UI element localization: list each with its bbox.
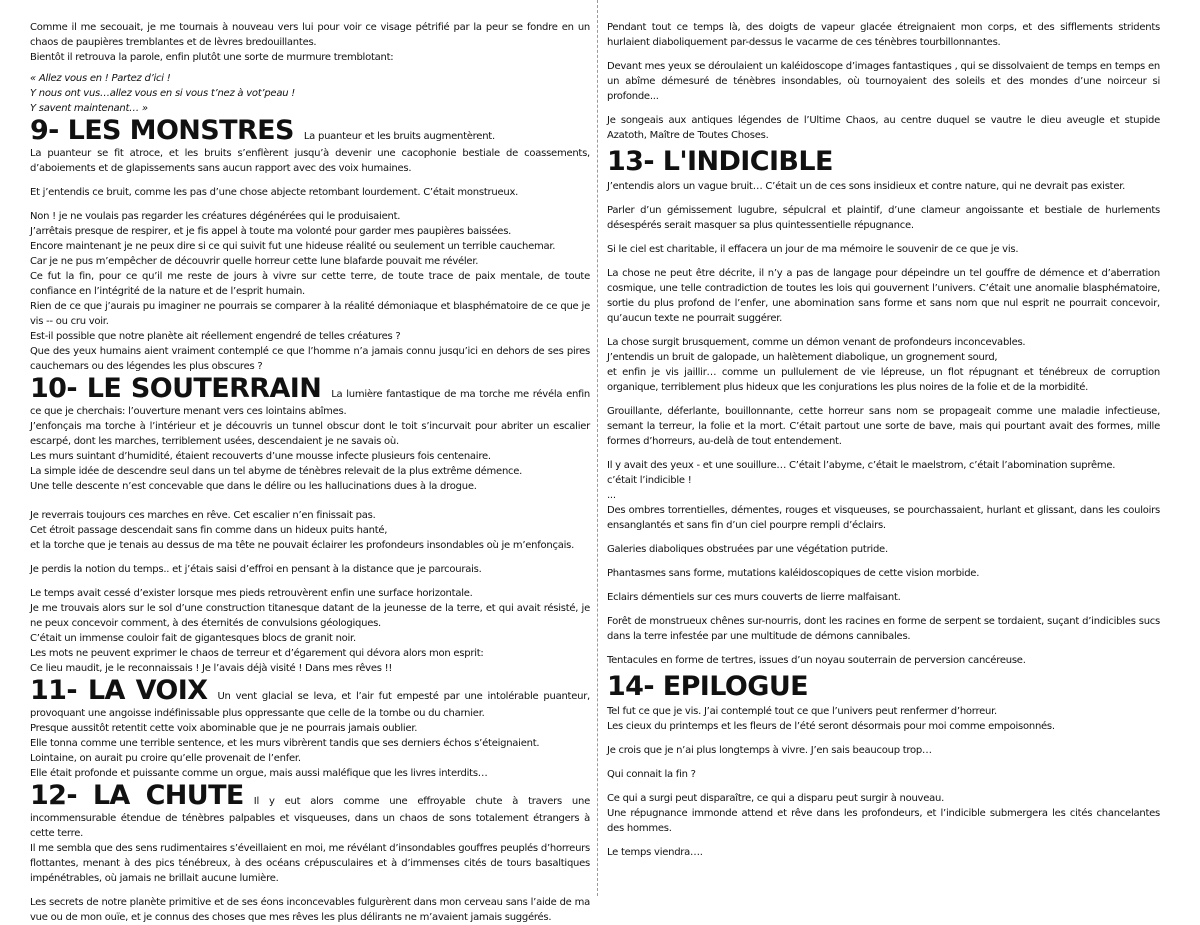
paragraph: Rien de ce que j’aurais pu imaginer ne pourrais se comparer à la réalité démoniaque et blasphématoire de ce que je vis -- ou cru voir. [30,301,590,327]
paragraph: Les mots ne peuvent exprimer le chaos de terreur et d’égarement qui dévora alors mon esprit: [30,648,484,659]
paragraph: Ce lieu maudit, je le reconnaissais ! Je l’avais déjà visité ! Dans mes rêves !! [30,663,393,674]
section-9-lead-text: La puanteur et les bruits augmentèrent. [303,131,495,142]
quote-line: Y savent maintenant… » [30,103,148,114]
paragraph: Bientôt il retrouva la parole, enfin plutôt une sorte de murmure tremblotant: [30,52,394,63]
paragraph: La simple idée de descendre seul dans un tel abyme de ténèbres relevait de la plus extrême démence. [30,466,523,477]
paragraph: Tel fut ce que je vis. J’ai contemplé tout ce que l’univers peut renfermer d’horreur. [607,706,997,717]
paragraph: La chose surgit brusquement, comme un démon venant de profondeurs inconcevables. [607,337,1026,348]
paragraph: Grouillante, déferlante, bouillonnante, cette horreur sans nom se propageait comme une maladie infectieuse, semant la terreur, la folie et la mort. C’était partout une sorte de bave, mais qui pourtant avait des formes, mille formes d’horreurs, au-delà de tout entendement. [607,406,1160,447]
paragraph: Ce qui a surgi peut disparaître, ce qui a disparu peut surgir à nouveau. [607,793,945,804]
paragraph: J’arrêtais presque de respirer, et je fis appel à toute ma volonté pour garder mes paupières baissées. [30,226,512,237]
paragraph: et la torche que je tenais au dessus de ma tête ne pouvait éclairer les profondeurs insondables où je m’enfonçais. [30,540,575,551]
section-11-lead-text: Un vent glacial se leva, et l’air fut empesté par une intolérable puanteur, provoquant une angoisse indéfinissable plus oppressante que celle de la tombe ou du charnier. [30,691,590,719]
section-title-14: 14- EPILOGUE [607,671,808,702]
paragraph: Je perdis la notion du temps.. et j’étais saisi d’effroi en pensant à la distance que je parcourais. [30,564,482,575]
section-12-lead-text: Il y eut alors comme une effroyable chute à travers une incommensurable étendue de ténèbres palpables et visqueuses, dans un chaos de sons totalement étrangers à cette terre. [30,796,590,839]
paragraph: Il y avait des yeux - et une souillure… C’était l’abyme, c’était le maelstrom, c’était l’abomination suprême. [607,460,1116,471]
section-title-9: 9- LES MONSTRES [30,115,294,146]
paragraph: J’entendis alors un vague bruit… C’était un de ces sons insidieux et contre nature, qui ne devrait pas exister. [607,181,1126,192]
paragraph: J’enfonçais ma torche à l’intérieur et je découvris un tunnel obscur dont le toit s’incurvait pour abriter un escalier escarpé, dont les marches, terriblement usées, descendaient je ne savais où. [30,421,590,447]
paragraph: Tentacules en forme de tertres, issues d’un noyau souterrain de perversion cancéreuse. [607,655,1026,666]
paragraph: Pendant tout ce temps là, des doigts de vapeur glacée étreignaient mon corps, et des sifflements stridents hurlaient diaboliquement par-dessus le vacarme de ces ténèbres tourbillonnantes. [607,22,1160,48]
paragraph: J’entendis un bruit de galopade, un halètement diabolique, un grognement sourd, [607,352,998,363]
paragraph: Une répugnance immonde attend et rêve dans les profondeurs, et l’indicible submergera les cités chancelantes des hommes. [607,808,1160,834]
section-9-lead [30,116,590,146]
paragraph: Non ! je ne voulais pas regarder les créatures dégénérées qui le produisaient. [30,211,401,222]
paragraph: Des ombres torrentielles, démentes, rouges et visqueuses, se pourchassaient, hurlant et glissant, dans les couloirs ensanglantés et sans fin d’un ciel pourpre rempli d’éclairs. [607,505,1160,531]
paragraph: Ce fut la fin, pour ce qu’il me reste de jours à vivre sur cette terre, de toute trace de paix mentale, de toute confiance en l’intégrité de la nature et de l’esprit humain. [30,271,590,297]
paragraph: Phantasmes sans forme, mutations kaléidoscopiques de cette vision morbide. [607,568,980,579]
paragraph: Je songeais aux antiques légendes de l’Ultime Chaos, au centre duquel se vautre le dieu aveugle et stupide Azatoth, Maître de Toutes Choses. [607,115,1160,141]
paragraph: Le temps avait cessé d’exister lorsque mes pieds retrouvèrent enfin une surface horizontale. [30,588,473,599]
quote-line: « Allez vous en ! Partez d’ici ! [30,73,171,84]
paragraph: Car je ne pus m’empêcher de découvrir quelle horreur cette lune blafarde pouvait me révéler. [30,256,479,267]
paragraph: Une telle descente n’est concevable que dans le délire ou les hallucinations dues à la drogue. [30,481,477,492]
left-column [30,20,590,925]
paragraph: Si le ciel est charitable, il effacera un jour de ma mémoire le souvenir de ce que je vis. [607,244,1019,255]
paragraph: La chose ne peut être décrite, il n’y a pas de langage pour dépeindre un tel gouffre de démence et d’aberration cosmique, une telle contradiction de toutes les lois qui gouvernent l’univers. C’était une anomalie blasphématoire, sortie du plus profond de l’enfer, une abomination sans forme et sans nom que nul esprit ne pourrait concevoir, qu’aucun texte ne pourrait suggérer. [607,268,1160,324]
paragraph: Je me trouvais alors sur le sol d’une construction titanesque datant de la jeunesse de la terre, et qui avait résisté, je ne peux concevoir comment, à des éternités de convulsions géologiques. [30,603,590,629]
paragraph: C’était un immense couloir fait de gigantesques blocs de granit noir. [30,633,356,644]
paragraph: Les murs suintant d’humidité, étaient recouverts d’une mousse infecte plusieurs fois centenaire. [30,451,491,462]
paragraph: Devant mes yeux se déroulaient un kaléidoscope d’images fantastiques , qui se dissolvaient de temps en temps en un abîme démesuré de ténèbres insondables, où tournoyaient des soleils et des mondes d’une noirceur si profonde... [607,61,1160,102]
paragraph: Les secrets de notre planète primitive et de ses éons inconcevables fulgurèrent dans mon cerveau sans l’aide de ma vue ou de mon ouïe, et je connus des choses que mes rêves les plus délirants ne m’avaient jamais suggérés. [30,897,590,923]
paragraph: Je reverrais toujours ces marches en rêve. Cet escalier n’en finissait pas. [30,510,376,521]
paragraph: Forêt de monstrueux chênes sur-nourris, dont les racines en forme de serpent se tordaient, suçant d’indicibles sucs dans la terre infestée par une multitude de démons cannibales. [607,616,1160,642]
paragraph: Eclairs démentiels sur ces murs couverts de lierre malfaisant. [607,592,901,603]
paragraph: Et j’entendis ce bruit, comme les pas d’une chose abjecte retombant lourdement. C’était monstrueux. [30,187,519,198]
section-title-11: 11- LA VOIX [30,675,208,706]
paragraph: Encore maintenant je ne peux dire si ce qui suivit fut une hideuse réalité ou seulement un terrible cauchemar. [30,241,556,252]
column-divider [597,0,598,896]
paragraph: Qui connait la fin ? [607,769,696,780]
paragraph: et enfin je vis jaillir… comme un pullulement de vie lépreuse, un flot répugnant et ténébreux de corruption organique, terriblement plus hideux que les conjurations les plus noires de la folie et de la morbidité. [607,367,1160,393]
paragraph: Les cieux du printemps et les fleurs de l’été seront désormais pour moi comme empoisonnés. [607,721,1055,732]
paragraph: Comme il me secouait, je me tournais à nouveau vers lui pour voir ce visage pétrifié par la peur se fondre en un chaos de paupières tremblantes et de lèvres bredouillantes. [30,22,590,48]
paragraph: Il me sembla que des sens rudimentaires s’éveillaient en moi, me révélant d’insondables gouffres peuplés d’horreurs flottantes, menant à des pics ténébreux, à des océans crépusculaires et à d’immenses cités de tours basaltiques impénétrables, où jamais ne brillait aucune lumière. [30,843,590,884]
section-title-12: 12- LA CHUTE [30,780,244,811]
paragraph: Cet étroit passage descendait sans fin comme dans un hideux puits hanté, [30,525,388,536]
section-10-lead-text: La lumière fantastique de ma torche me révéla enfin ce que je cherchais: l’ouverture menant vers ces lointains abîmes. [30,389,590,417]
right-column [607,20,1160,860]
paragraph: Presque aussitôt retentit cette voix abominable que je ne pourrais jamais oublier. [30,723,418,734]
paragraph: Le temps viendra…. [607,847,703,858]
paragraph: La puanteur se fit atroce, et les bruits s’enflèrent jusqu’à devenir une cacophonie bestiale de coassements, d’aboiements et de glapissements sans aucun rapport avec des voix humaines. [30,148,590,174]
paragraph: Elle était profonde et puissante comme un orgue, mais aussi maléfique que les livres interdits… [30,768,488,779]
paragraph: ... [607,490,616,501]
section-title-10: 10- LE SOUTERRAIN [30,373,322,404]
paragraph: Parler d’un gémissement lugubre, sépulcral et plaintif, d’une clameur angoissante et bestiale de hurlements désespérés serait masquer sa plus quintessentielle répugnance. [607,205,1160,231]
paragraph: Je crois que je n’ai plus longtemps à vivre. J’en sais beaucoup trop… [607,745,932,756]
section-11-lead [30,676,590,721]
quote-line: Y nous ont vus…allez vous en si vous t’nez à vot’peau ! [30,88,295,99]
section-title-13: 13- L'INDICIBLE [607,146,833,177]
paragraph: Est-il possible que notre planète ait réellement engendré de telles créatures ? [30,331,401,342]
paragraph: Que des yeux humains aient vraiment contemplé ce que l’homme n’a jamais connu jusqu’ici en dehors de ses pires cauchemars ou des légendes les plus obscures ? [30,346,590,372]
paragraph: Galeries diaboliques obstruées par une végétation putride. [607,544,888,555]
section-10-lead [30,374,590,419]
paragraph: Elle tonna comme une terrible sentence, et les murs vibrèrent tandis que ses derniers échos s’éteignaient. [30,738,540,749]
paragraph: c’était l’indicible ! [607,475,692,486]
section-12-lead [30,781,590,841]
paragraph: Lointaine, on aurait pu croire qu’elle provenait de l’enfer. [30,753,301,764]
